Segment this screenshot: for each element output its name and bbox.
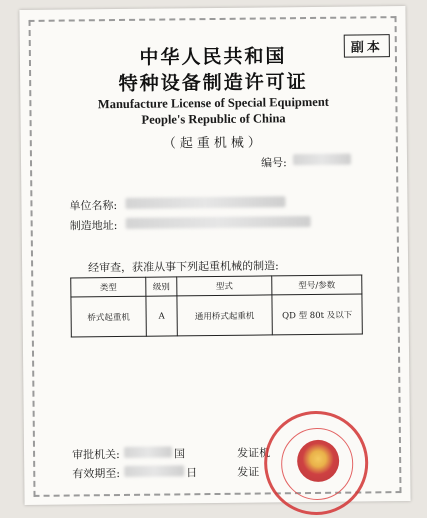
serial-number-redacted: [293, 154, 351, 166]
validity-date-redacted: [124, 465, 184, 477]
approval-authority-partial: 国: [174, 447, 186, 461]
unit-name-redacted: [125, 196, 285, 209]
national-emblem-icon: [297, 440, 339, 482]
address-redacted: [126, 216, 311, 229]
table-row: [71, 294, 362, 337]
title-chinese-line2: 特种设备制造许可证: [118, 71, 308, 95]
approval-scope-table: [70, 274, 363, 337]
table-cell: QD 型 80t 及以下: [272, 294, 362, 335]
issue-date-label: 发证: [237, 465, 260, 479]
copy-badge: 副本: [344, 34, 390, 57]
unit-name-label: 单位名称:: [69, 199, 118, 213]
table-header: 类型: [71, 277, 146, 297]
approval-authority-redacted: [124, 446, 172, 458]
manufacturing-address-label: 制造地址:: [69, 219, 118, 233]
title-english-line1: Manufacture License of Special Equipment: [97, 94, 329, 112]
table-cell: 通用桥式起重机: [177, 295, 272, 336]
table-cell: A: [146, 296, 177, 336]
official-seal: [264, 410, 369, 515]
license-certificate: [19, 6, 410, 505]
validity-label: 有效期至:: [72, 467, 121, 481]
title-english-line2: People's Republic of China: [141, 111, 286, 127]
serial-number-label: 编号:: [260, 156, 287, 170]
category-label: （起重机械）: [162, 135, 265, 152]
validity-partial: 日: [186, 466, 198, 480]
title-chinese-line1: 中华人民共和国: [139, 45, 287, 69]
table-cell: 桥式起重机: [71, 296, 146, 337]
table-header: 型号/参数: [272, 275, 362, 295]
table-header: 型式: [177, 276, 272, 296]
approval-statement: 经审查，获准从事下列起重机械的制造:: [88, 259, 279, 275]
table-header: 级别: [146, 277, 177, 296]
issuing-authority-label: 发证机: [237, 446, 271, 460]
approval-authority-label: 审批机关:: [72, 448, 120, 462]
